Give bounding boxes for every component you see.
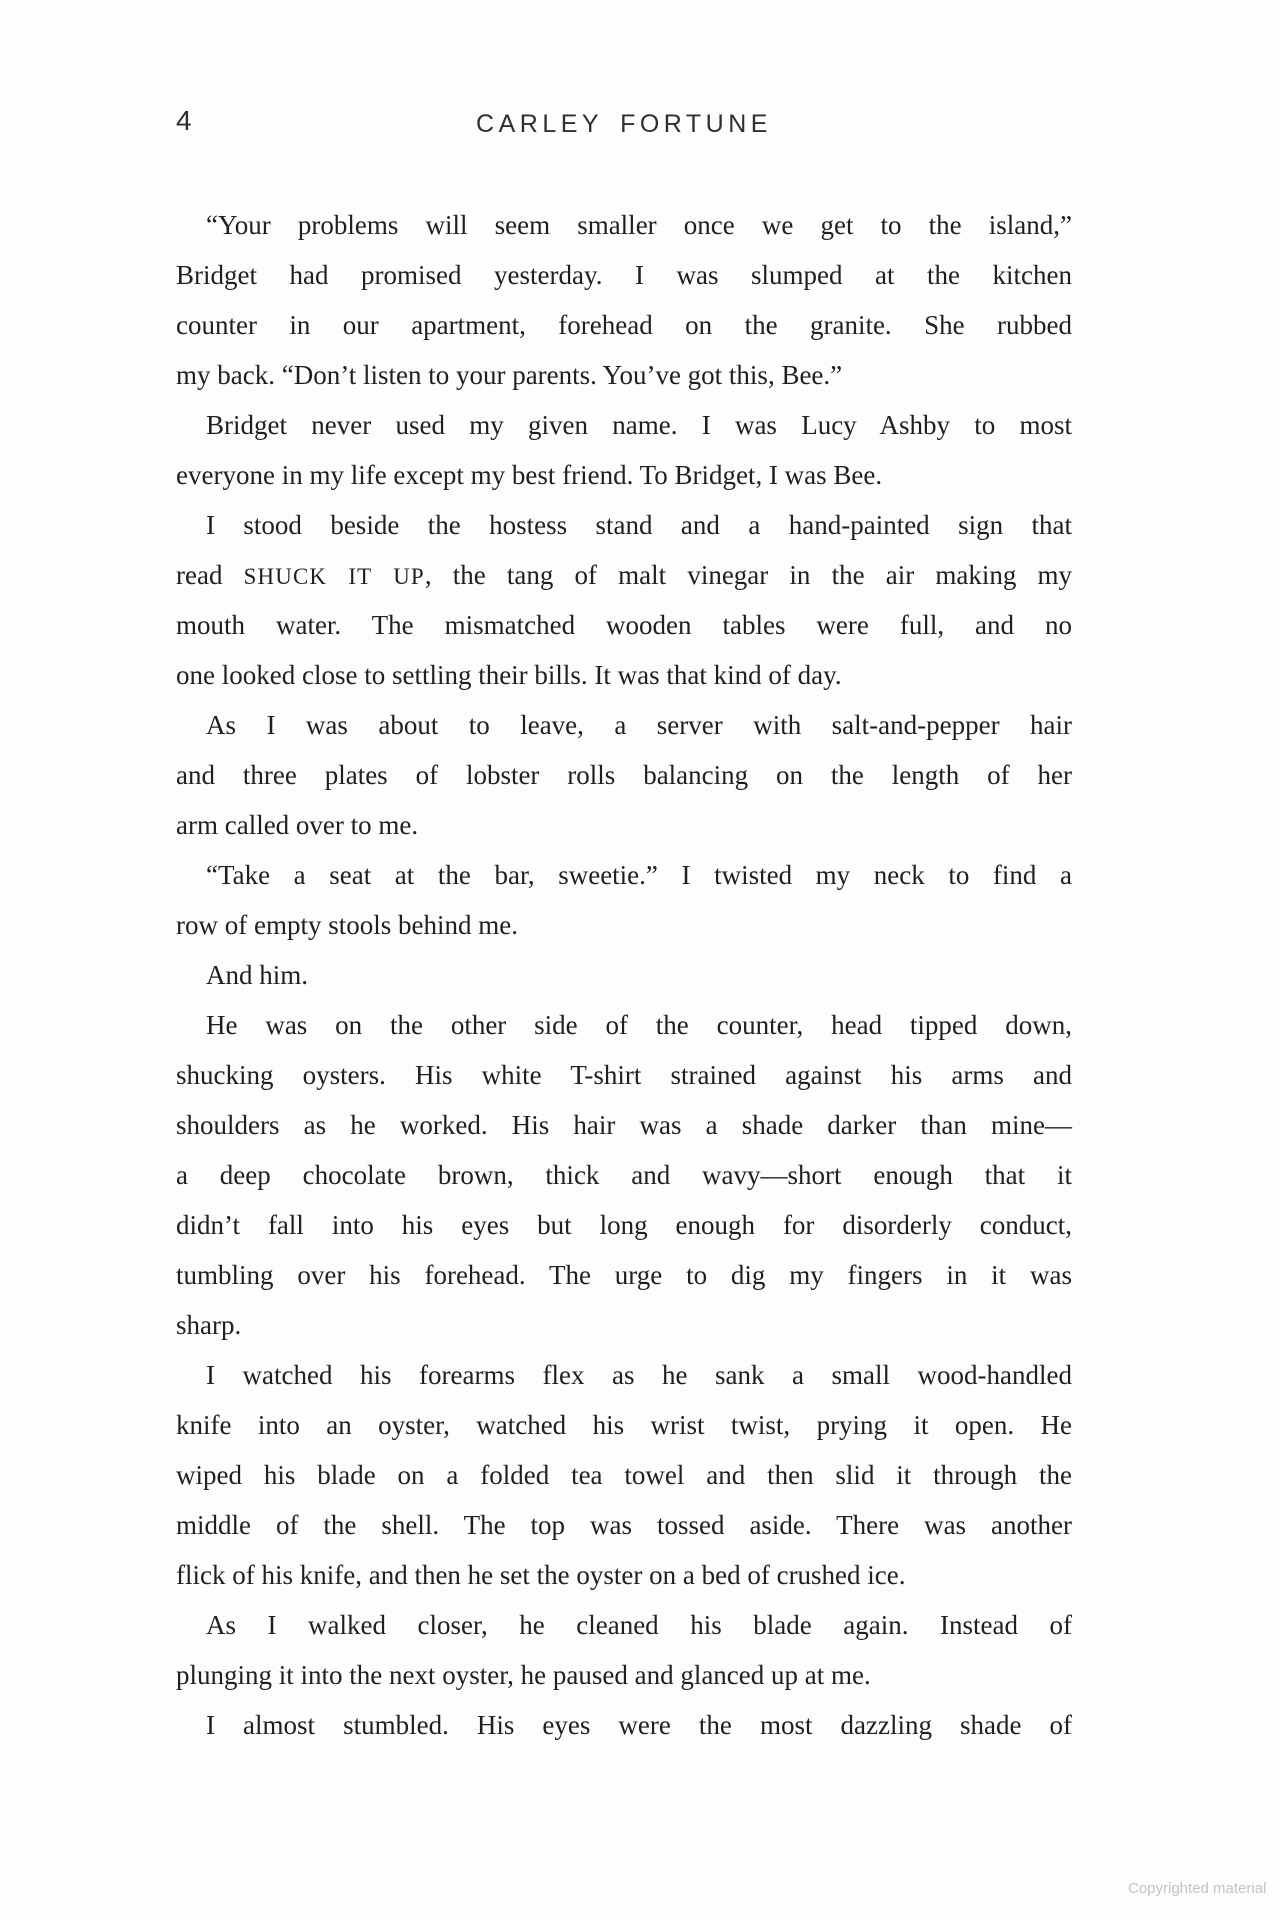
text-line: one looked close to settling their bills. It was that kind of day.	[176, 660, 842, 690]
text-line: shucking oysters. His white T-shirt strained against his arms and	[176, 1060, 1072, 1090]
text-line: row of empty stools behind me.	[176, 910, 518, 940]
paragraph	[176, 1000, 1072, 1350]
paragraph	[176, 200, 1072, 400]
text-line: I almost stumbled. His eyes were the most dazzling shade of	[206, 1710, 1072, 1740]
text-line: wiped his blade on a folded tea towel and then slid it through the	[176, 1460, 1072, 1490]
text-line: As I walked closer, he cleaned his blade again. Instead of	[206, 1610, 1072, 1640]
running-head-author: CARLEY FORTUNE	[476, 110, 772, 138]
text-line: knife into an oyster, watched his wrist twist, prying it open. He	[176, 1410, 1072, 1440]
text-line: shoulders as he worked. His hair was a shade darker than mine—	[176, 1110, 1072, 1140]
text-line: flick of his knife, and then he set the oyster on a bed of crushed ice.	[176, 1560, 906, 1590]
page-number: 4	[176, 105, 192, 136]
text-line: sharp.	[176, 1310, 242, 1340]
text-line: tumbling over his forehead. The urge to dig my fingers in it was	[176, 1260, 1072, 1290]
text-line: plunging it into the next oyster, he paused and glanced up at me.	[176, 1660, 871, 1690]
text-line: a deep chocolate brown, thick and wavy—short enough that it	[176, 1160, 1072, 1190]
paragraph	[176, 400, 1072, 500]
text-line: didn’t fall into his eyes but long enough for disorderly conduct,	[176, 1210, 1072, 1240]
paragraph	[176, 500, 1072, 700]
text-line: arm called over to me.	[176, 810, 419, 840]
text-line: read SHUCK IT UP, the tang of malt vinegar in the air making my	[176, 560, 1072, 590]
paragraph	[176, 700, 1072, 850]
paragraph	[176, 950, 1072, 1000]
paragraph	[176, 1600, 1072, 1700]
paragraph	[176, 1700, 1072, 1750]
text-line: mouth water. The mismatched wooden tables were full, and no	[176, 610, 1072, 640]
paragraph	[176, 1350, 1072, 1600]
text-line: I stood beside the hostess stand and a hand-painted sign that	[206, 510, 1072, 540]
text-line: counter in our apartment, forehead on the granite. She rubbed	[176, 310, 1072, 340]
paragraph	[176, 850, 1072, 950]
text-line: everyone in my life except my best friend. To Bridget, I was Bee.	[176, 460, 883, 490]
smallcaps-text: SHUCK IT UP	[243, 564, 425, 589]
text-line: “Your problems will seem smaller once we get to the island,”	[206, 210, 1072, 240]
text-line: As I was about to leave, a server with salt-and-pepper hair	[206, 710, 1072, 740]
text-line: I watched his forearms flex as he sank a small wood-handled	[206, 1360, 1072, 1390]
text-line: He was on the other side of the counter, head tipped down,	[206, 1010, 1072, 1040]
text-line: Bridget had promised yesterday. I was slumped at the kitchen	[176, 260, 1072, 290]
copyright-watermark: Copyrighted material	[1128, 1880, 1267, 1897]
text-line: middle of the shell. The top was tossed aside. There was another	[176, 1510, 1072, 1540]
text-line: Bridget never used my given name. I was Lucy Ashby to most	[206, 410, 1072, 440]
page-text	[176, 200, 1072, 1750]
text-line: and three plates of lobster rolls balancing on the length of her	[176, 760, 1072, 790]
text-line: my back. “Don’t listen to your parents. You’ve got this, Bee.”	[176, 360, 843, 390]
text-line: “Take a seat at the bar, sweetie.” I twisted my neck to find a	[206, 860, 1072, 890]
text-line: And him.	[206, 960, 309, 990]
